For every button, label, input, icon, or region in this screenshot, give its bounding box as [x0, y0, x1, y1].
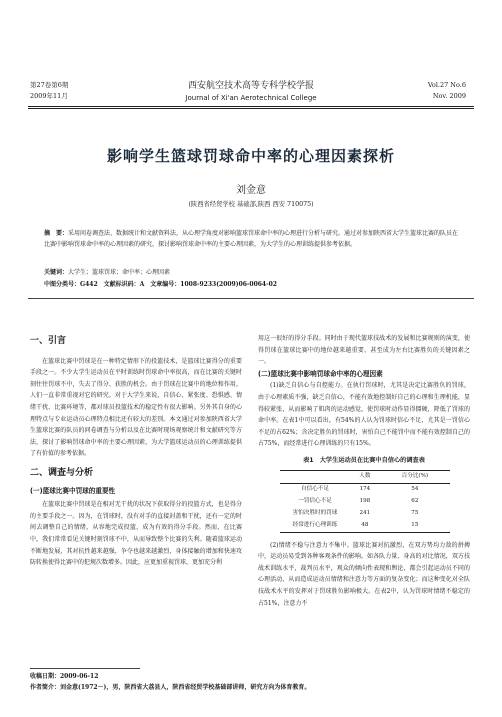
right-column [258, 333, 470, 609]
table-cell: 害怕决胜时的罚球 [292, 509, 338, 516]
abstract [44, 228, 464, 250]
section-2-heading: 二、调查与分析 [30, 467, 94, 478]
table-cell: 241 [359, 509, 371, 516]
volume-cn: 第27卷第6期 [30, 81, 69, 89]
footnote [30, 671, 470, 693]
continued-paragraph: 用这一很好的得分手段。同时由于现代篮球技战术的发展和比赛规则的演变，使得罚球在篮球比赛中的地位越来越重要，甚至成为左右比赛胜负的关键因素之一。 [258, 335, 470, 366]
journal-name [0, 80, 502, 104]
header-rule-thick [28, 106, 474, 107]
subsection-2-heading: (二)篮球比赛中影响罚球命中率的心理因素 [258, 369, 383, 378]
classification-line: 中图分类号：G442 文献标识码：A 文章编号：1008-9233(2009)06-0064-02 [44, 281, 277, 288]
subsection-1-heading: (一)篮球比赛中罚球的重要性 [30, 486, 116, 495]
table-cell: 54 [411, 485, 419, 492]
journal-cn: 西安航空技术高等专科学校学报 [187, 81, 314, 91]
table-cell: 15 [411, 521, 419, 528]
table-header-cell: 人数 [359, 472, 371, 479]
table-header-row [280, 470, 450, 483]
paragraph-emotion: (2)情绪不稳与注意力不集中。篮球比赛对抗激烈，在双方势均力敌的拼搏中，运动员易受到各种客观条件的影响。如各队力量、身高的对比情况，双方技战术训练水平，裁判员水平，观众的倾向性表现和舆论，都会引起运动员不同的心理活动，从而造成运动员情绪和注意力等方面的复杂变化；而这种变化对全队技战术水平的发挥对于罚球胜负影响极大。在表2中，认为罚球时情绪不稳定的占51%，注意力不 [258, 541, 470, 607]
section-divider [28, 298, 474, 299]
table-cell: 48 [361, 521, 369, 528]
date-cn: 2009年11月 [30, 92, 68, 100]
journal-en: Journal of Xi'an Aerotechnical College [185, 94, 317, 102]
subsection-2-paragraph: (1)缺乏自信心与自控能力。在执行罚球时，尤其是决定比赛胜负的罚球，由于心理素质不强，缺乏自信心，不能有效地控制好自己的心理和生理机能，显得较紧张，从而影响了肌肉的运动感觉，使罚球时动作显得僵硬，降低了罚球的命中率。在表1中可以看出，有54%的人认为罚球时信心不足，尤其是一罚信心不足的占62%；含决定胜负的罚球时，害怕自己不能罚中而不能有效控制自己的占75%，而经常进行心理训练的只有15%。 [258, 382, 470, 448]
table-cell: 自信心不足 [301, 485, 329, 492]
left-column [30, 336, 242, 569]
table-cell: 75 [411, 509, 419, 516]
table-caption: 表1 大学生运动员在比赛中自信心的调查表 [303, 456, 425, 464]
keywords-label: 关键词： [44, 269, 69, 276]
received-date: 收稿日期：2009-06-12 [30, 673, 99, 680]
table-row [280, 483, 450, 496]
volume-en: Vol.27 No.6 [427, 81, 466, 89]
table-header-cell [280, 470, 350, 483]
confidence-table [280, 470, 450, 533]
table-row [280, 520, 450, 533]
journal-issue-en [428, 80, 466, 102]
keywords-text: 大学生；篮球罚球；命中率；心理因素 [68, 269, 171, 276]
affiliation: (陕西省经贸学校 基础部,陕西 西安 710075) [188, 201, 314, 208]
table-cell: 一罚信心不足 [298, 497, 332, 504]
table-cell: 198 [359, 497, 371, 504]
section-1-paragraph: 在篮球比赛中罚球是在一种特定情形下的投篮技术，是篮球比赛得分的重要手段之一。不少大学生运动员在平时训练时罚球命中率很高，而在比赛的关键时刻往往罚球不中，失去了得分、获胜的机会。由于罚球在比赛中的地位和作用，人们一直非常重视对它的研究。对于大学生来说，自信心、紧张度、恐惧感、情绪干扰、比赛环境等，都对球员投篮技术的稳定性有很大影响。另外其自身的心理特点与专业运动员心理特点相比还有较大的差别。本文通过对参加陕西省大学生篮球比赛的队员的问卷调查与分析以及在比赛时现场观察统计和文献研究等方法，探讨了影响罚球命中率的主要心理因素，为大学篮球运动员的心理训练提供了有价值的参考依据。 [30, 357, 242, 458]
keywords [44, 267, 464, 278]
footnote-rule [30, 668, 140, 669]
table-cell: 经常进行心理训练 [292, 521, 338, 528]
author-bio: 作者简介：刘金意(1972－)，男，陕西省大荔县人，陕西省经贸学校基础部讲师，研究方向为体育教育。 [30, 684, 311, 691]
table-header-cell: 百分比(%) [401, 472, 429, 479]
date-en: Nov. 2009 [432, 92, 466, 100]
paper-title: 影响学生篮球罚球命中率的心理因素探析 [106, 147, 395, 165]
header-rule-thin [28, 108, 474, 109]
abstract-label: 摘 要： [44, 230, 69, 237]
abstract-text: 采用问卷调查法、数据统计和文献资料法，从心理学角度对影响篮球罚球命中率的心理进行分析与研究。通过对参加陕西省大学生篮球比赛的队员在比赛中影响罚球命中率的心理因素的研究，探讨影响罚球命中率的主要心理因素，为大学生的心理训练提供参考依据。 [44, 230, 459, 248]
author-name: 刘金意 [236, 185, 266, 196]
table-cell: 62 [411, 497, 419, 504]
table-row [280, 496, 450, 508]
section-1-heading: 一、引言 [30, 336, 67, 346]
table-cell: 174 [359, 485, 371, 492]
table-row [280, 508, 450, 520]
subsection-1-paragraph: 在篮球比赛中罚球是在相对无干扰的状况下获取得分的投篮方式，也是得分的主要手段之一。因为，在罚球时，没有对手的直接封盖和干扰，还有一定的时间去调整自己的情绪，从容地完成投篮，成为有效的得分手段。然而，在比赛中，我们常常看见关键时刻罚球不中，从而导致整个比赛的失利。随着篮球运动不断地发展，其对抗性越来越强，争夺也越来越激烈，身体接触的增加和快速攻防转换使得比赛中的犯规次数增多。因此，应更加重视罚球，更加充分利 [30, 501, 242, 567]
